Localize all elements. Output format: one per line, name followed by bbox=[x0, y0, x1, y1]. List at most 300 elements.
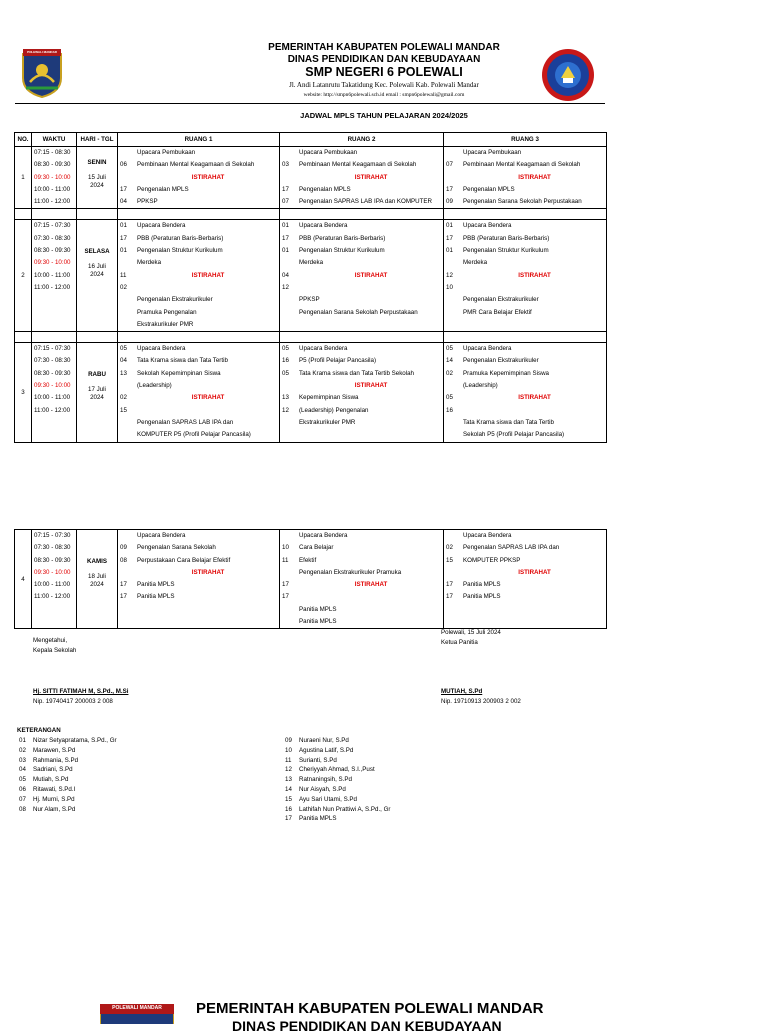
teacher-code: 02 bbox=[120, 283, 127, 291]
activity-label: Pembinaan Mental Keagamaan di Sekolah bbox=[137, 161, 255, 169]
activity-label: Cara Belajar bbox=[299, 544, 334, 552]
teacher-code bbox=[444, 294, 463, 306]
teacher-code: 14 bbox=[446, 357, 453, 365]
teacher-code bbox=[444, 257, 463, 269]
activity-row bbox=[118, 282, 279, 294]
activity-row bbox=[280, 147, 443, 159]
teacher-code: 12 bbox=[446, 271, 453, 279]
teacher-code bbox=[118, 429, 137, 441]
time-slot: 11:00 - 12:00 bbox=[34, 593, 71, 601]
activity-row bbox=[118, 555, 279, 567]
activity-row bbox=[280, 542, 443, 554]
activity-label: Pembinaan Mental Keagamaan di Sekolah bbox=[463, 161, 581, 169]
teacher-code: 01 bbox=[120, 222, 127, 230]
keterangan-code: 01 bbox=[19, 737, 26, 744]
chair-nip: Nip. 19710913 200903 2 002 bbox=[441, 697, 521, 705]
teacher-code: 15 bbox=[446, 556, 453, 564]
keterangan-item bbox=[19, 795, 117, 805]
teacher-code bbox=[280, 147, 299, 159]
break-label: ISTIRAHAT bbox=[518, 271, 551, 279]
teacher-code: 02 bbox=[446, 544, 453, 552]
day-cell bbox=[77, 220, 118, 332]
school-address: Jl. Andi Latanrutu Takatidung Kec. Polewali Kab. Polewali Mandar bbox=[289, 81, 479, 89]
header-line-2: DINAS PENDIDIKAN DAN KEBUDAYAAN bbox=[287, 54, 481, 65]
logo-banner-text: POLEWALI MANDAR bbox=[27, 50, 57, 54]
teacher-code: 01 bbox=[120, 247, 127, 255]
break-label: ISTIRAHAT bbox=[191, 568, 225, 576]
teacher-code: 11 bbox=[282, 556, 289, 564]
sig-left-line2: Kepala Sekolah bbox=[33, 646, 77, 654]
time-slot: 10:00 - 11:00 bbox=[34, 271, 71, 279]
teacher-code bbox=[280, 380, 299, 392]
teacher-code bbox=[280, 257, 299, 269]
day-name: RABU bbox=[88, 371, 106, 379]
activity-label bbox=[137, 405, 279, 417]
activity-row bbox=[444, 343, 606, 355]
activity-row bbox=[118, 159, 279, 171]
activity-label: Tata Krama siswa dan Tata Tertib bbox=[463, 418, 554, 426]
activity-label: Panitia MPLS bbox=[299, 618, 337, 626]
teacher-code: 05 bbox=[120, 345, 127, 353]
teacher-code: 17 bbox=[446, 234, 453, 242]
time-cell bbox=[32, 147, 77, 209]
time-slot: 08:30 - 09:30 bbox=[34, 247, 71, 255]
day-no: 2 bbox=[15, 220, 32, 332]
keterangan-name: Mutiah, S.Pd bbox=[33, 776, 69, 784]
activity-row bbox=[118, 368, 279, 380]
activity-row bbox=[444, 405, 606, 417]
activity-label: Pengenalan Ekstrakurikuler bbox=[463, 296, 539, 304]
activity-row bbox=[118, 530, 279, 542]
time-slot: 07:30 - 08:30 bbox=[34, 357, 71, 365]
activity-row bbox=[280, 294, 443, 306]
teacher-code: 12 bbox=[282, 283, 289, 291]
keterangan-code: 07 bbox=[19, 795, 26, 803]
teacher-code: 17 bbox=[446, 581, 453, 589]
activity-label bbox=[137, 282, 279, 294]
keterangan-code: 17 bbox=[285, 815, 292, 823]
next-page-header-2: DINAS PENDIDIKAN DAN KEBUDAYAAN bbox=[232, 1018, 502, 1034]
time-slot: 11:00 - 12:00 bbox=[34, 283, 71, 291]
activity-row bbox=[444, 196, 606, 208]
activity-label: Pengenalan SAPRAS LAB IPA dan bbox=[463, 544, 560, 552]
keterangan-name: Nur Alam, S.Pd bbox=[33, 805, 76, 813]
activity-label: Pengenalan Ekstrakurikuler bbox=[137, 296, 213, 304]
time-slot: 07:15 - 08:30 bbox=[34, 149, 71, 156]
time-slot: 07:30 - 08:30 bbox=[34, 234, 71, 242]
ruang-2-cell bbox=[280, 220, 444, 332]
activity-label: PBB (Peraturan Baris-Berbaris) bbox=[299, 234, 386, 242]
keterangan-name: Rahmania, S.Pd bbox=[33, 756, 79, 764]
teacher-code: 05 bbox=[446, 345, 453, 353]
time-slot: 09:30 - 10:00 bbox=[34, 568, 71, 576]
time-slot: 07:15 - 07:30 bbox=[34, 345, 71, 353]
teacher-code: 08 bbox=[120, 556, 127, 564]
schedule-table bbox=[14, 132, 607, 443]
activity-row bbox=[444, 307, 606, 319]
time-slot: 10:00 - 11:00 bbox=[34, 581, 71, 589]
keterangan-code: 12 bbox=[285, 766, 292, 774]
teacher-code: 07 bbox=[282, 198, 289, 206]
teacher-code bbox=[444, 417, 463, 429]
day-row bbox=[15, 147, 607, 209]
header-rule bbox=[15, 103, 605, 104]
teacher-code bbox=[280, 294, 299, 306]
break-label: ISTIRAHAT bbox=[354, 173, 388, 181]
col-waktu: WAKTU bbox=[32, 133, 77, 147]
activity-label: Pengenalan Ekstrakurikuler Pramuka bbox=[299, 568, 402, 576]
activity-row bbox=[118, 220, 279, 232]
teacher-code: 02 bbox=[446, 369, 453, 377]
activity-label: Merdeka bbox=[463, 259, 488, 267]
activity-label: Panitia MPLS bbox=[299, 605, 337, 613]
break-row bbox=[280, 380, 443, 392]
ruang-1-cell bbox=[118, 530, 280, 629]
day-cell bbox=[77, 147, 118, 209]
teacher-code: 02 bbox=[120, 394, 127, 402]
activity-label: Pengenalan Struktur Kurikulum bbox=[299, 247, 385, 255]
activity-label: PMR Cara Belajar Efektif bbox=[463, 308, 532, 316]
break-label: ISTIRAHAT bbox=[354, 581, 388, 589]
keterangan-item bbox=[19, 736, 117, 746]
activity-row bbox=[444, 220, 606, 232]
activity-label: Ekstrakurikuler PMR bbox=[137, 320, 194, 328]
ruang-3-cell bbox=[444, 220, 607, 332]
activity-label: Pengenalan Sarana Sekolah Perpustakaan bbox=[463, 198, 582, 206]
activity-label: Upacara Bendera bbox=[137, 345, 186, 353]
keterangan-code: 05 bbox=[19, 776, 26, 784]
time-slot: 09:30 - 10:00 bbox=[34, 259, 71, 267]
day-date: 16 Juli 2024 bbox=[88, 263, 106, 279]
day-name: KAMIS bbox=[87, 558, 107, 565]
teacher-code: 10 bbox=[282, 544, 289, 552]
keterangan-name: Nur Aisyah, S.Pd bbox=[299, 785, 346, 793]
teacher-code bbox=[280, 616, 299, 628]
chair-name: MUTIAH, S.Pd bbox=[441, 688, 483, 695]
teacher-code bbox=[118, 257, 137, 269]
activity-label: Efektif bbox=[299, 556, 317, 564]
teacher-code bbox=[118, 294, 137, 306]
break-row bbox=[444, 270, 606, 282]
teacher-code: 17 bbox=[282, 234, 289, 242]
teacher-code bbox=[118, 307, 137, 319]
activity-label: Pramuka Pengenalan bbox=[137, 308, 197, 316]
ruang-3-cell bbox=[444, 147, 607, 209]
activity-row bbox=[444, 184, 606, 196]
day-cell bbox=[77, 343, 118, 443]
keterangan-code: 04 bbox=[19, 766, 26, 774]
teacher-code: 13 bbox=[120, 369, 127, 377]
activity-row bbox=[280, 368, 443, 380]
break-row bbox=[118, 567, 279, 579]
activity-row bbox=[444, 542, 606, 554]
teacher-code bbox=[280, 567, 299, 579]
activity-label: (Leadership) bbox=[137, 382, 172, 390]
teacher-code: 09 bbox=[446, 198, 453, 206]
activity-label: Panitia MPLS bbox=[463, 593, 501, 601]
activity-row bbox=[280, 196, 443, 208]
activity-label: Panitia MPLS bbox=[137, 593, 175, 601]
activity-row bbox=[280, 343, 443, 355]
activity-label: Panitia MPLS bbox=[137, 581, 175, 589]
activity-row bbox=[118, 405, 279, 417]
teacher-code: 06 bbox=[120, 161, 127, 169]
activity-label: Upacara Pembukaan bbox=[137, 149, 196, 156]
activity-label: Kepemimpinan Siswa bbox=[299, 394, 359, 402]
next-page-logo-text: POLEWALI MANDAR bbox=[112, 1005, 162, 1011]
teacher-code bbox=[444, 567, 463, 579]
col-hari-tgl: HARI - TGL bbox=[77, 133, 118, 147]
teacher-code: 13 bbox=[282, 394, 289, 402]
keterangan-code: 10 bbox=[285, 746, 292, 754]
break-row bbox=[280, 579, 443, 591]
activity-label: Upacara Bendera bbox=[137, 222, 186, 230]
time-slot: 07:30 - 08:30 bbox=[34, 544, 71, 552]
activity-row bbox=[444, 294, 606, 306]
activity-row bbox=[444, 591, 606, 603]
activity-label: Merdeka bbox=[137, 259, 162, 267]
activity-label: Perpustakaan Cara Belajar Efektif bbox=[137, 556, 231, 564]
teacher-code: 17 bbox=[282, 185, 289, 193]
sig-right-line1: Polewali, 15 Juli 2024 bbox=[441, 629, 501, 636]
keterangan-item bbox=[285, 805, 390, 815]
activity-label: Merdeka bbox=[299, 259, 324, 267]
activity-label: Upacara Bendera bbox=[463, 532, 512, 539]
keterangan-name: Sadriani, S.Pd bbox=[33, 766, 73, 774]
time-slot: 08:30 - 09:30 bbox=[34, 556, 71, 564]
activity-label: P5 (Profil Pelajar Pancasila) bbox=[299, 357, 377, 365]
keterangan-code: 11 bbox=[285, 756, 292, 764]
activity-row bbox=[444, 233, 606, 245]
teacher-code: 01 bbox=[282, 247, 289, 255]
time-cell bbox=[32, 220, 77, 332]
keterangan-code: 03 bbox=[19, 756, 26, 764]
activity-label: PBB (Peraturan Baris-Berbaris) bbox=[137, 234, 224, 242]
activity-label: Upacara Bendera bbox=[137, 532, 186, 539]
ruang-3-cell bbox=[444, 343, 607, 443]
activity-row bbox=[280, 567, 443, 579]
activity-row bbox=[444, 245, 606, 257]
break-label: ISTIRAHAT bbox=[354, 271, 388, 279]
activity-row bbox=[280, 417, 443, 429]
activity-row bbox=[280, 604, 443, 616]
activity-label: Upacara Pembukaan bbox=[463, 149, 522, 156]
day-row bbox=[15, 220, 607, 332]
activity-label: PBB (Peraturan Baris-Berbaris) bbox=[463, 234, 550, 242]
sig-right-line2: Ketua Panitia bbox=[441, 638, 478, 646]
keterangan-name: Agustina Latif, S.Pd bbox=[299, 746, 354, 754]
col-ruang-1: RUANG 1 bbox=[118, 133, 280, 147]
activity-row bbox=[444, 257, 606, 269]
next-page-logo-icon bbox=[100, 1004, 174, 1024]
keterangan-item bbox=[19, 746, 117, 756]
teacher-code: 01 bbox=[446, 247, 453, 255]
break-row bbox=[118, 392, 279, 404]
teacher-code bbox=[280, 172, 299, 184]
keterangan-code: 06 bbox=[19, 785, 26, 793]
teacher-code bbox=[118, 567, 137, 579]
activity-row bbox=[118, 542, 279, 554]
header-line-1: PEMERINTAH KABUPATEN POLEWALI MANDAR bbox=[268, 42, 500, 53]
teacher-code: 05 bbox=[282, 369, 289, 377]
keterangan-item bbox=[285, 736, 390, 746]
activity-row bbox=[444, 380, 606, 392]
day-cell bbox=[77, 530, 118, 629]
keterangan-name: Cheriyyah Ahmad, S.I.,Pust bbox=[299, 766, 375, 774]
teacher-code bbox=[118, 530, 137, 542]
teacher-code bbox=[444, 380, 463, 392]
activity-row bbox=[118, 579, 279, 591]
teacher-code bbox=[280, 530, 299, 542]
teacher-code bbox=[280, 604, 299, 616]
break-label: ISTIRAHAT bbox=[518, 394, 551, 402]
activity-row bbox=[280, 220, 443, 232]
activity-row bbox=[118, 591, 279, 603]
ruang-3-cell bbox=[444, 530, 607, 629]
activity-row bbox=[280, 257, 443, 269]
break-label: ISTIRAHAT bbox=[191, 173, 225, 181]
activity-label: PPKSP bbox=[137, 198, 158, 206]
activity-label bbox=[463, 282, 606, 294]
principal-nip: Nip. 19740417 200003 2 008 bbox=[33, 697, 113, 705]
keterangan-item bbox=[19, 775, 117, 785]
teacher-code bbox=[444, 530, 463, 542]
keterangan-item bbox=[285, 795, 390, 805]
activity-row bbox=[444, 147, 606, 159]
break-label: ISTIRAHAT bbox=[518, 173, 551, 181]
keterangan-item bbox=[285, 814, 390, 824]
activity-label: Sekolah P5 (Profil Pelajar Pancasila) bbox=[463, 431, 565, 439]
activity-row bbox=[118, 245, 279, 257]
activity-row bbox=[118, 257, 279, 269]
activity-label: Tata Krama siswa dan Tata Tertib Sekolah bbox=[299, 369, 414, 377]
teacher-code bbox=[280, 307, 299, 319]
activity-row bbox=[118, 233, 279, 245]
activity-row bbox=[118, 147, 279, 159]
activity-label: Pengenalan Struktur Kurikulum bbox=[463, 247, 549, 255]
time-slot: 10:00 - 11:00 bbox=[34, 394, 71, 402]
day-row bbox=[15, 343, 607, 443]
activity-row bbox=[280, 392, 443, 404]
teacher-code: 11 bbox=[120, 271, 127, 279]
school-logo-icon bbox=[541, 48, 595, 102]
teacher-code: 17 bbox=[446, 593, 453, 601]
activity-row bbox=[118, 184, 279, 196]
day-name: SENIN bbox=[87, 159, 107, 166]
activity-label: Upacara Bendera bbox=[299, 222, 348, 230]
next-page-header-1: PEMERINTAH KABUPATEN POLEWALI MANDAR bbox=[196, 1000, 544, 1017]
activity-label: Pengenalan Struktur Kurikulum bbox=[137, 247, 223, 255]
time-slot: 09:30 - 10:00 bbox=[34, 382, 71, 390]
activity-label: Ekstrakurikuler PMR bbox=[299, 418, 356, 426]
activity-row bbox=[118, 355, 279, 367]
teacher-code: 17 bbox=[282, 581, 289, 589]
break-label: ISTIRAHAT bbox=[191, 394, 225, 402]
activity-row bbox=[280, 282, 443, 294]
teacher-code: 03 bbox=[282, 161, 289, 169]
activity-label bbox=[299, 282, 443, 294]
teacher-code: 05 bbox=[282, 345, 289, 353]
school-website: website: http://smpn6polewali.sch.id email : smpn6polewali@gmail.com bbox=[303, 92, 465, 98]
activity-label: Sekolah Kepemimpinan Siswa bbox=[137, 369, 221, 377]
keterangan-name: Marawen, S.Pd bbox=[33, 746, 76, 754]
activity-row bbox=[118, 307, 279, 319]
col-no: NO. bbox=[15, 133, 32, 147]
keterangan-item bbox=[19, 765, 117, 775]
day-name: SELASA bbox=[84, 248, 110, 256]
keterangan-item bbox=[285, 785, 390, 795]
teacher-code: 10 bbox=[446, 283, 453, 291]
keterangan-item bbox=[285, 775, 390, 785]
teacher-code: 07 bbox=[446, 161, 453, 169]
activity-label: Pengenalan SAPRAS LAB IPA dan KOMPUTER bbox=[299, 198, 432, 206]
keterangan-item bbox=[19, 756, 117, 766]
ruang-2-cell bbox=[280, 343, 444, 443]
break-row bbox=[280, 172, 443, 184]
day-no: 4 bbox=[15, 530, 32, 629]
schedule-table-day4 bbox=[14, 529, 607, 629]
activity-label: Pengenalan MPLS bbox=[137, 185, 189, 193]
activity-label: Upacara Bendera bbox=[463, 345, 512, 353]
activity-row bbox=[444, 159, 606, 171]
break-row bbox=[118, 172, 279, 184]
activity-row bbox=[280, 307, 443, 319]
keterangan-name: Panitia MPLS bbox=[299, 815, 337, 823]
keterangan-item bbox=[285, 765, 390, 775]
activity-label: PPKSP bbox=[299, 296, 320, 304]
teacher-code bbox=[118, 380, 137, 392]
time-slot: 07:15 - 07:30 bbox=[34, 222, 71, 230]
ruang-2-cell bbox=[280, 530, 444, 629]
teacher-code: 09 bbox=[120, 544, 127, 552]
keterangan-name: Surianti, S.Pd bbox=[299, 756, 337, 764]
keterangan-code: 08 bbox=[19, 805, 26, 813]
keterangan-name: Nizar Setyapratama, S.Pd., Gr bbox=[33, 737, 117, 744]
teacher-code: 17 bbox=[120, 185, 127, 193]
activity-row bbox=[118, 343, 279, 355]
time-slot: 08:30 - 09:30 bbox=[34, 369, 71, 377]
table-header-row bbox=[15, 133, 607, 147]
principal-name: Hj. SITTI FATIMAH M, S.Pd., M.Si bbox=[33, 688, 129, 695]
keterangan-code: 16 bbox=[285, 805, 292, 813]
teacher-code: 12 bbox=[282, 406, 289, 414]
keterangan-code: 15 bbox=[285, 795, 292, 803]
keterangan-code: 14 bbox=[285, 785, 292, 793]
activity-label bbox=[463, 405, 606, 417]
ruang-1-cell bbox=[118, 147, 280, 209]
col-ruang-2: RUANG 2 bbox=[280, 133, 444, 147]
teacher-code bbox=[118, 147, 137, 159]
activity-row bbox=[444, 429, 606, 441]
time-slot: 08:30 - 09:30 bbox=[34, 161, 71, 169]
activity-label: KOMPUTER P5 (Profil Pelajar Pancasila) bbox=[137, 431, 251, 439]
spacer-row bbox=[15, 332, 607, 343]
break-row bbox=[444, 172, 606, 184]
activity-row bbox=[118, 294, 279, 306]
activity-label: Pengenalan Sarana Sekolah Perpustakaan bbox=[299, 308, 418, 316]
keterangan-name: Ratnaningsih, S.Pd bbox=[299, 776, 352, 784]
keterangan-item bbox=[285, 756, 390, 766]
teacher-code bbox=[280, 417, 299, 429]
activity-row bbox=[444, 282, 606, 294]
activity-label: KOMPUTER PPKSP bbox=[463, 556, 521, 564]
day-date: 18 Juli 2024 bbox=[88, 573, 106, 588]
keterangan-name: Ayu Sari Utami, S.Pd bbox=[299, 795, 358, 803]
time-cell bbox=[32, 343, 77, 443]
keterangan-name: Hj. Murni, S.Pd bbox=[33, 795, 75, 803]
teacher-code: 01 bbox=[446, 222, 453, 230]
activity-label: Pengenalan Sarana Sekolah bbox=[137, 544, 216, 552]
